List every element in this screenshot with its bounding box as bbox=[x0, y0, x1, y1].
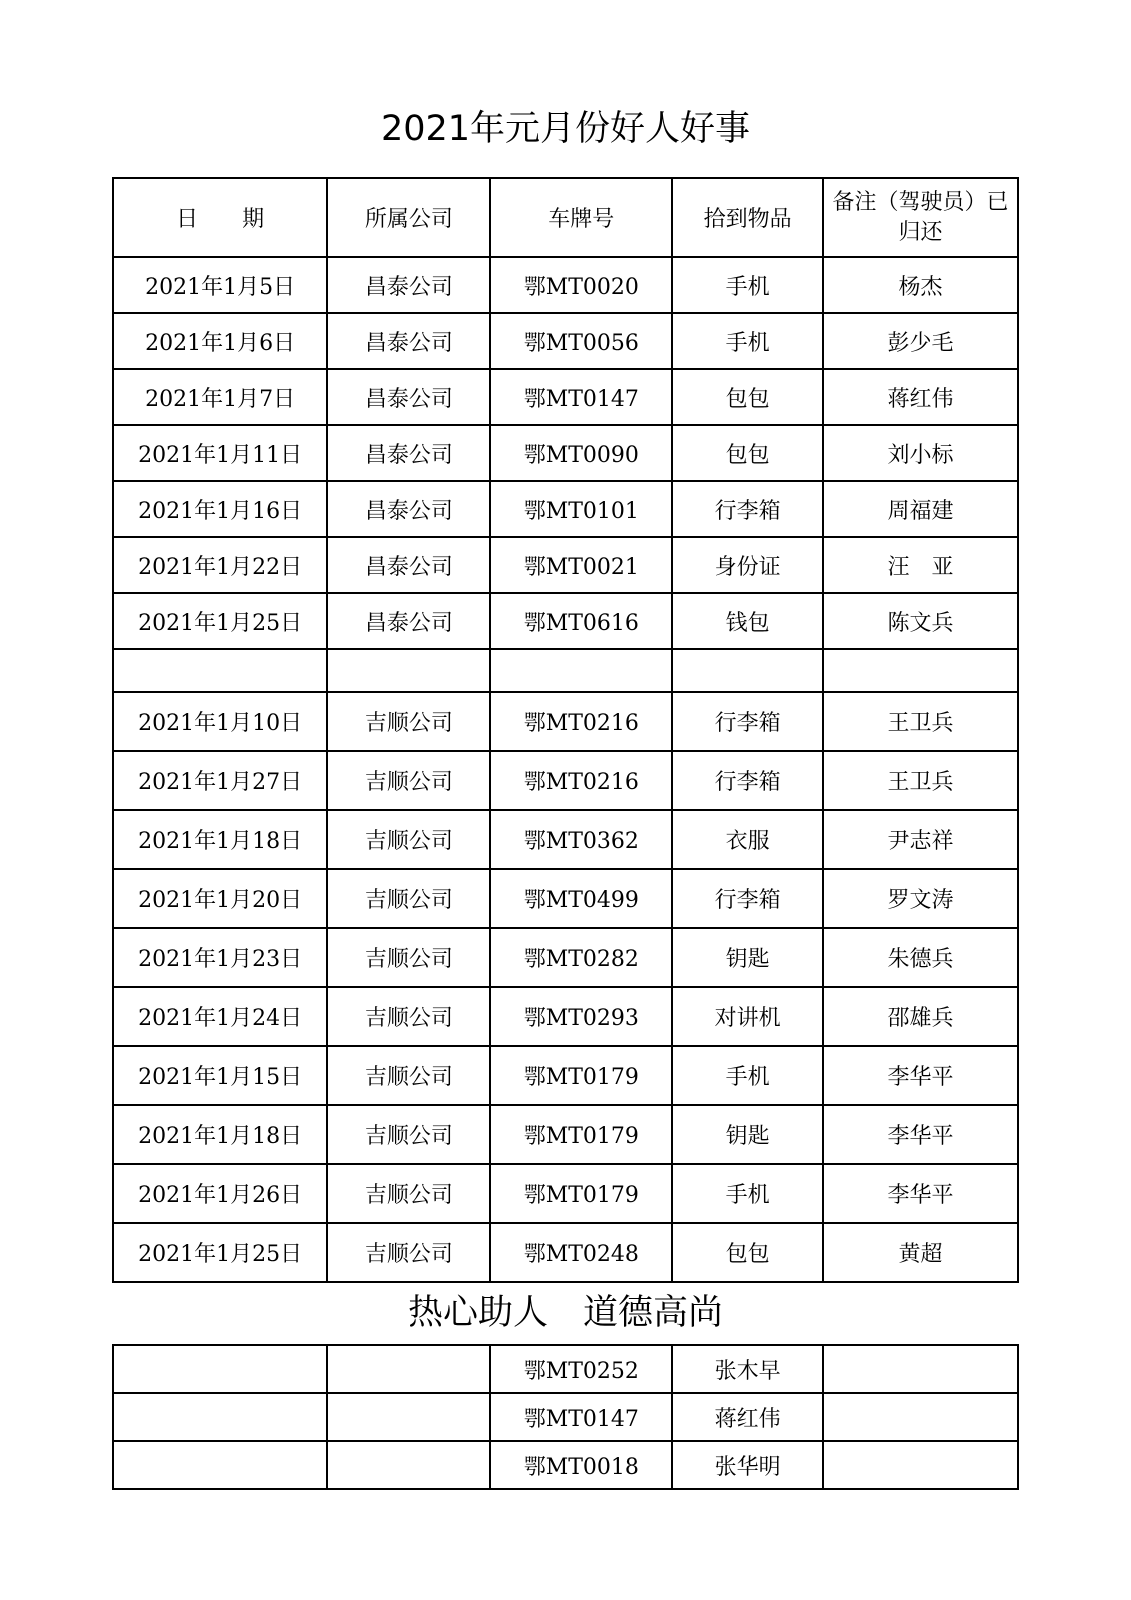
item-cell: 身份证 bbox=[672, 537, 823, 593]
table-row bbox=[113, 692, 1018, 751]
table-row bbox=[113, 1164, 1018, 1223]
driver-cell: 李华平 bbox=[823, 1105, 1018, 1164]
empty-cell bbox=[113, 649, 327, 692]
driver-cell: 周福建 bbox=[823, 481, 1018, 537]
plate-cell: 鄂MT0020 bbox=[490, 257, 672, 313]
company-cell: 昌泰公司 bbox=[327, 593, 490, 649]
plate-cell: 鄂MT0147 bbox=[490, 369, 672, 425]
table-row bbox=[113, 537, 1018, 593]
driver-cell: 朱德兵 bbox=[823, 928, 1018, 987]
plate-cell: 鄂MT0293 bbox=[490, 987, 672, 1046]
driver-cell: 李华平 bbox=[823, 1046, 1018, 1105]
extra-table bbox=[112, 1344, 1019, 1490]
driver-cell: 邵雄兵 bbox=[823, 987, 1018, 1046]
item-cell: 包包 bbox=[672, 1223, 823, 1282]
driver-cell: 王卫兵 bbox=[823, 751, 1018, 810]
table-row bbox=[113, 1105, 1018, 1164]
header-item: 拾到物品 bbox=[672, 178, 823, 257]
company-cell: 吉顺公司 bbox=[327, 692, 490, 751]
item-cell: 钥匙 bbox=[672, 1105, 823, 1164]
company-cell: 昌泰公司 bbox=[327, 313, 490, 369]
plate-cell: 鄂MT0248 bbox=[490, 1223, 672, 1282]
date-cell: 2021年1月7日 bbox=[113, 369, 327, 425]
driver-cell: 陈文兵 bbox=[823, 593, 1018, 649]
plate-cell: 鄂MT0179 bbox=[490, 1164, 672, 1223]
plate-cell: 鄂MT0021 bbox=[490, 537, 672, 593]
table-row bbox=[113, 481, 1018, 537]
company-cell: 昌泰公司 bbox=[327, 481, 490, 537]
date-cell: 2021年1月20日 bbox=[113, 869, 327, 928]
table-row bbox=[113, 987, 1018, 1046]
empty-cell bbox=[113, 1441, 327, 1489]
good-deeds-table bbox=[112, 177, 1019, 1283]
header-remark bbox=[823, 178, 1018, 257]
plate-cell: 鄂MT0018 bbox=[490, 1441, 672, 1489]
table-row bbox=[113, 1046, 1018, 1105]
plate-cell: 鄂MT0499 bbox=[490, 869, 672, 928]
driver-cell: 李华平 bbox=[823, 1164, 1018, 1223]
item-cell: 包包 bbox=[672, 369, 823, 425]
driver-cell: 汪 亚 bbox=[823, 537, 1018, 593]
empty-cell bbox=[490, 649, 672, 692]
empty-cell bbox=[672, 649, 823, 692]
item-cell: 手机 bbox=[672, 1164, 823, 1223]
item-cell: 钱包 bbox=[672, 593, 823, 649]
date-cell: 2021年1月18日 bbox=[113, 1105, 327, 1164]
company-cell: 吉顺公司 bbox=[327, 869, 490, 928]
empty-cell bbox=[823, 1441, 1018, 1489]
driver-cell: 杨杰 bbox=[823, 257, 1018, 313]
date-cell: 2021年1月26日 bbox=[113, 1164, 327, 1223]
date-cell: 2021年1月27日 bbox=[113, 751, 327, 810]
company-cell: 吉顺公司 bbox=[327, 1105, 490, 1164]
plate-cell: 鄂MT0101 bbox=[490, 481, 672, 537]
empty-cell bbox=[327, 649, 490, 692]
plate-cell: 鄂MT0147 bbox=[490, 1393, 672, 1441]
driver-cell: 王卫兵 bbox=[823, 692, 1018, 751]
item-cell: 手机 bbox=[672, 257, 823, 313]
empty-cell bbox=[823, 1345, 1018, 1393]
date-cell: 2021年1月16日 bbox=[113, 481, 327, 537]
plate-cell: 鄂MT0282 bbox=[490, 928, 672, 987]
extra-row bbox=[113, 1441, 1018, 1489]
item-cell: 手机 bbox=[672, 1046, 823, 1105]
item-cell: 钥匙 bbox=[672, 928, 823, 987]
slogan: 热心助人 道德高尚 bbox=[407, 1293, 723, 1333]
empty-cell bbox=[823, 649, 1018, 692]
item-cell: 衣服 bbox=[672, 810, 823, 869]
table-row bbox=[113, 810, 1018, 869]
header-date: 日 期 bbox=[113, 178, 327, 257]
company-cell: 昌泰公司 bbox=[327, 537, 490, 593]
item-cell: 对讲机 bbox=[672, 987, 823, 1046]
company-cell: 昌泰公司 bbox=[327, 425, 490, 481]
extra-row bbox=[113, 1345, 1018, 1393]
plate-cell: 鄂MT0616 bbox=[490, 593, 672, 649]
table-row bbox=[113, 869, 1018, 928]
date-cell: 2021年1月23日 bbox=[113, 928, 327, 987]
driver-cell: 蒋红伟 bbox=[823, 369, 1018, 425]
name-cell: 张华明 bbox=[672, 1441, 823, 1489]
date-cell: 2021年1月11日 bbox=[113, 425, 327, 481]
empty-cell bbox=[327, 1393, 490, 1441]
name-cell: 张木早 bbox=[672, 1345, 823, 1393]
date-cell: 2021年1月25日 bbox=[113, 593, 327, 649]
empty-cell bbox=[327, 1345, 490, 1393]
page-title: 2021年元月份好人好事 bbox=[380, 109, 751, 149]
item-cell: 行李箱 bbox=[672, 869, 823, 928]
plate-cell: 鄂MT0216 bbox=[490, 692, 672, 751]
driver-cell: 彭少毛 bbox=[823, 313, 1018, 369]
table-header-row bbox=[113, 178, 1018, 257]
item-cell: 包包 bbox=[672, 425, 823, 481]
company-cell: 吉顺公司 bbox=[327, 987, 490, 1046]
table-row bbox=[113, 1223, 1018, 1282]
extra-row bbox=[113, 1393, 1018, 1441]
table-row bbox=[113, 593, 1018, 649]
plate-cell: 鄂MT0056 bbox=[490, 313, 672, 369]
driver-cell: 尹志祥 bbox=[823, 810, 1018, 869]
company-cell: 昌泰公司 bbox=[327, 257, 490, 313]
empty-cell bbox=[327, 1441, 490, 1489]
item-cell: 行李箱 bbox=[672, 481, 823, 537]
table-row bbox=[113, 425, 1018, 481]
driver-cell: 黄超 bbox=[823, 1223, 1018, 1282]
company-cell: 吉顺公司 bbox=[327, 1223, 490, 1282]
table-row bbox=[113, 313, 1018, 369]
date-cell: 2021年1月22日 bbox=[113, 537, 327, 593]
item-cell: 行李箱 bbox=[672, 692, 823, 751]
date-cell: 2021年1月10日 bbox=[113, 692, 327, 751]
empty-cell bbox=[113, 1345, 327, 1393]
driver-cell: 刘小标 bbox=[823, 425, 1018, 481]
date-cell: 2021年1月25日 bbox=[113, 1223, 327, 1282]
table-row bbox=[113, 928, 1018, 987]
empty-cell bbox=[113, 1393, 327, 1441]
header-remark-text: 备注（驾驶员）已归还 bbox=[832, 189, 1009, 245]
header-plate: 车牌号 bbox=[490, 178, 672, 257]
driver-cell: 罗文涛 bbox=[823, 869, 1018, 928]
company-cell: 吉顺公司 bbox=[327, 1164, 490, 1223]
plate-cell: 鄂MT0252 bbox=[490, 1345, 672, 1393]
table-row bbox=[113, 257, 1018, 313]
company-cell: 吉顺公司 bbox=[327, 810, 490, 869]
header-company: 所属公司 bbox=[327, 178, 490, 257]
name-cell: 蒋红伟 bbox=[672, 1393, 823, 1441]
company-cell: 吉顺公司 bbox=[327, 928, 490, 987]
company-cell: 吉顺公司 bbox=[327, 1046, 490, 1105]
plate-cell: 鄂MT0216 bbox=[490, 751, 672, 810]
date-cell: 2021年1月18日 bbox=[113, 810, 327, 869]
date-cell: 2021年1月24日 bbox=[113, 987, 327, 1046]
table-row bbox=[113, 369, 1018, 425]
date-cell: 2021年1月5日 bbox=[113, 257, 327, 313]
plate-cell: 鄂MT0090 bbox=[490, 425, 672, 481]
separator-row bbox=[113, 649, 1018, 692]
table-row bbox=[113, 751, 1018, 810]
item-cell: 手机 bbox=[672, 313, 823, 369]
empty-cell bbox=[823, 1393, 1018, 1441]
date-cell: 2021年1月6日 bbox=[113, 313, 327, 369]
item-cell: 行李箱 bbox=[672, 751, 823, 810]
company-cell: 昌泰公司 bbox=[327, 369, 490, 425]
plate-cell: 鄂MT0362 bbox=[490, 810, 672, 869]
plate-cell: 鄂MT0179 bbox=[490, 1105, 672, 1164]
date-cell: 2021年1月15日 bbox=[113, 1046, 327, 1105]
company-cell: 吉顺公司 bbox=[327, 751, 490, 810]
plate-cell: 鄂MT0179 bbox=[490, 1046, 672, 1105]
